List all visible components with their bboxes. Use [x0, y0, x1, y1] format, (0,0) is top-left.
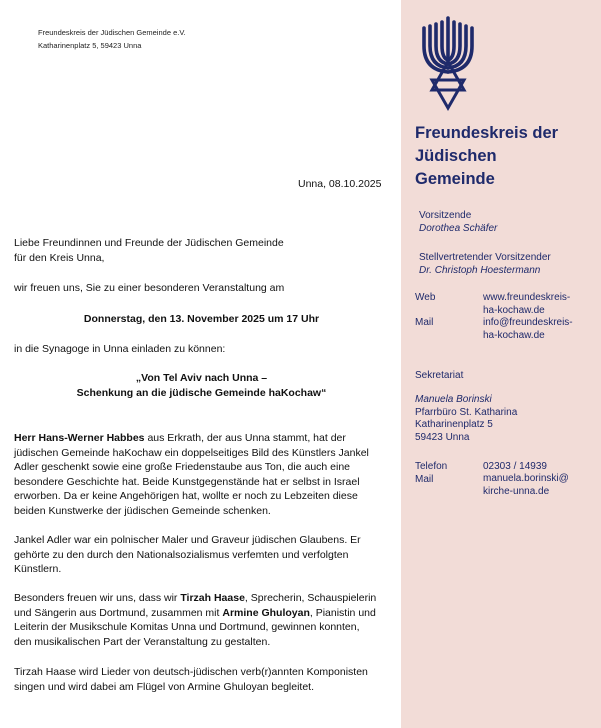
menorah-star-logo-icon — [417, 12, 479, 112]
donor-name: Herr Hans-Werner Habbes — [14, 432, 145, 444]
paragraph-donation: Herr Hans-Werner Habbes aus Erkrath, der aus Unna stammt, hat der jüdischen Gemeinde haKochaw ein doppelseitiges Bild des Künstlers Jankel Adler geschenkt sowie eine große Friedenstaube aus Ton, die auch eine besondere Geschichte hat. Beide Kunstgegenstände hat er selbst in Israel erworben. Da er keine Angehörigen hat, wollte er noch zu Lebzeiten diese beiden Kunstwerke der jüdischen Gemeinde schenken. — [14, 432, 369, 517]
paragraph-program: Tirzah Haase wird Lieder von deutsch-jüdischen verb(r)annten Komponisten singen und wird dabei am Flügel von Armine Ghuloyan begleitet. — [14, 666, 368, 693]
secretariat-address: Manuela Borinski Pfarrbüro St. Katharina Katharinenplatz 5 59423 Unna — [415, 394, 518, 443]
web-link[interactable]: www.freundeskreis- ha-kochaw.de — [483, 292, 571, 316]
phone-value: 02303 / 14939 — [483, 461, 547, 472]
sender-address — [38, 27, 186, 52]
paragraph-performers: Besonders freuen wir uns, dass wir Tirzah Haase, Sprecherin, Schauspielerin und Sängerin aus Dortmund, zusammen mit Armine Ghuloyan, Pianistin und Leiterin der Musikschule Komitas Unna und Dortmund, gewinnen konnten, den musikalischen Part der Veranstaltung zu gestalten. — [14, 592, 377, 648]
greeting — [14, 236, 389, 265]
secretariat-mail-link[interactable]: manuela.borinski@ kirche-unna.de — [483, 473, 569, 497]
chair-block: Vorsitzende Dorothea Schäfer — [419, 210, 498, 234]
web-label: Web — [415, 292, 436, 303]
event-title-line-2: Schenkung an die jüdische Gemeinde haKochaw“ — [76, 386, 327, 399]
sender-line-1: Freundeskreis der Jüdischen Gemeinde e.V. — [38, 28, 186, 37]
secretariat-label: Sekretariat — [415, 370, 464, 381]
mail-label: Mail — [415, 317, 434, 328]
mail-link[interactable]: info@freundeskreis- ha-kochaw.de — [483, 317, 573, 341]
paragraph-artist: Jankel Adler war ein polnischer Maler und Graveur jüdischen Glaubens. Er gehörte zu den durch den Nationalsozialismus verfemten und verfolgten Künstlern. — [14, 534, 361, 576]
vice-chair-block: Stellvertretender Vorsitzender Dr. Christoph Hoestermann — [419, 252, 551, 276]
event-title — [14, 371, 389, 400]
letter-date: Unna, 08.10.2025 — [298, 178, 382, 190]
phone-label: Telefon Mail — [415, 461, 448, 485]
organization-name: Freundeskreis der Jüdischen Gemeinde — [415, 124, 559, 188]
performer-name-1: Tirzah Haase — [180, 592, 245, 604]
event-location: in die Synagoge in Unna einladen zu können: — [14, 343, 226, 355]
greeting-line-2: für den Kreis Unna, — [14, 251, 105, 264]
sidebar — [401, 0, 601, 728]
sender-line-2: Katharinenplatz 5, 59423 Unna — [38, 40, 142, 50]
event-date: Donnerstag, den 13. November 2025 um 17 Uhr — [83, 313, 320, 325]
performer-name-2: Armine Ghuloyan — [222, 606, 310, 619]
intro-text: wir freuen uns, Sie zu einer besonderen Veranstaltung am — [14, 282, 285, 294]
greeting-line-1: Liebe Freundinnen und Freunde der Jüdischen Gemeinde — [14, 237, 284, 249]
event-title-line-1: „Von Tel Aviv nach Unna – — [135, 372, 268, 384]
